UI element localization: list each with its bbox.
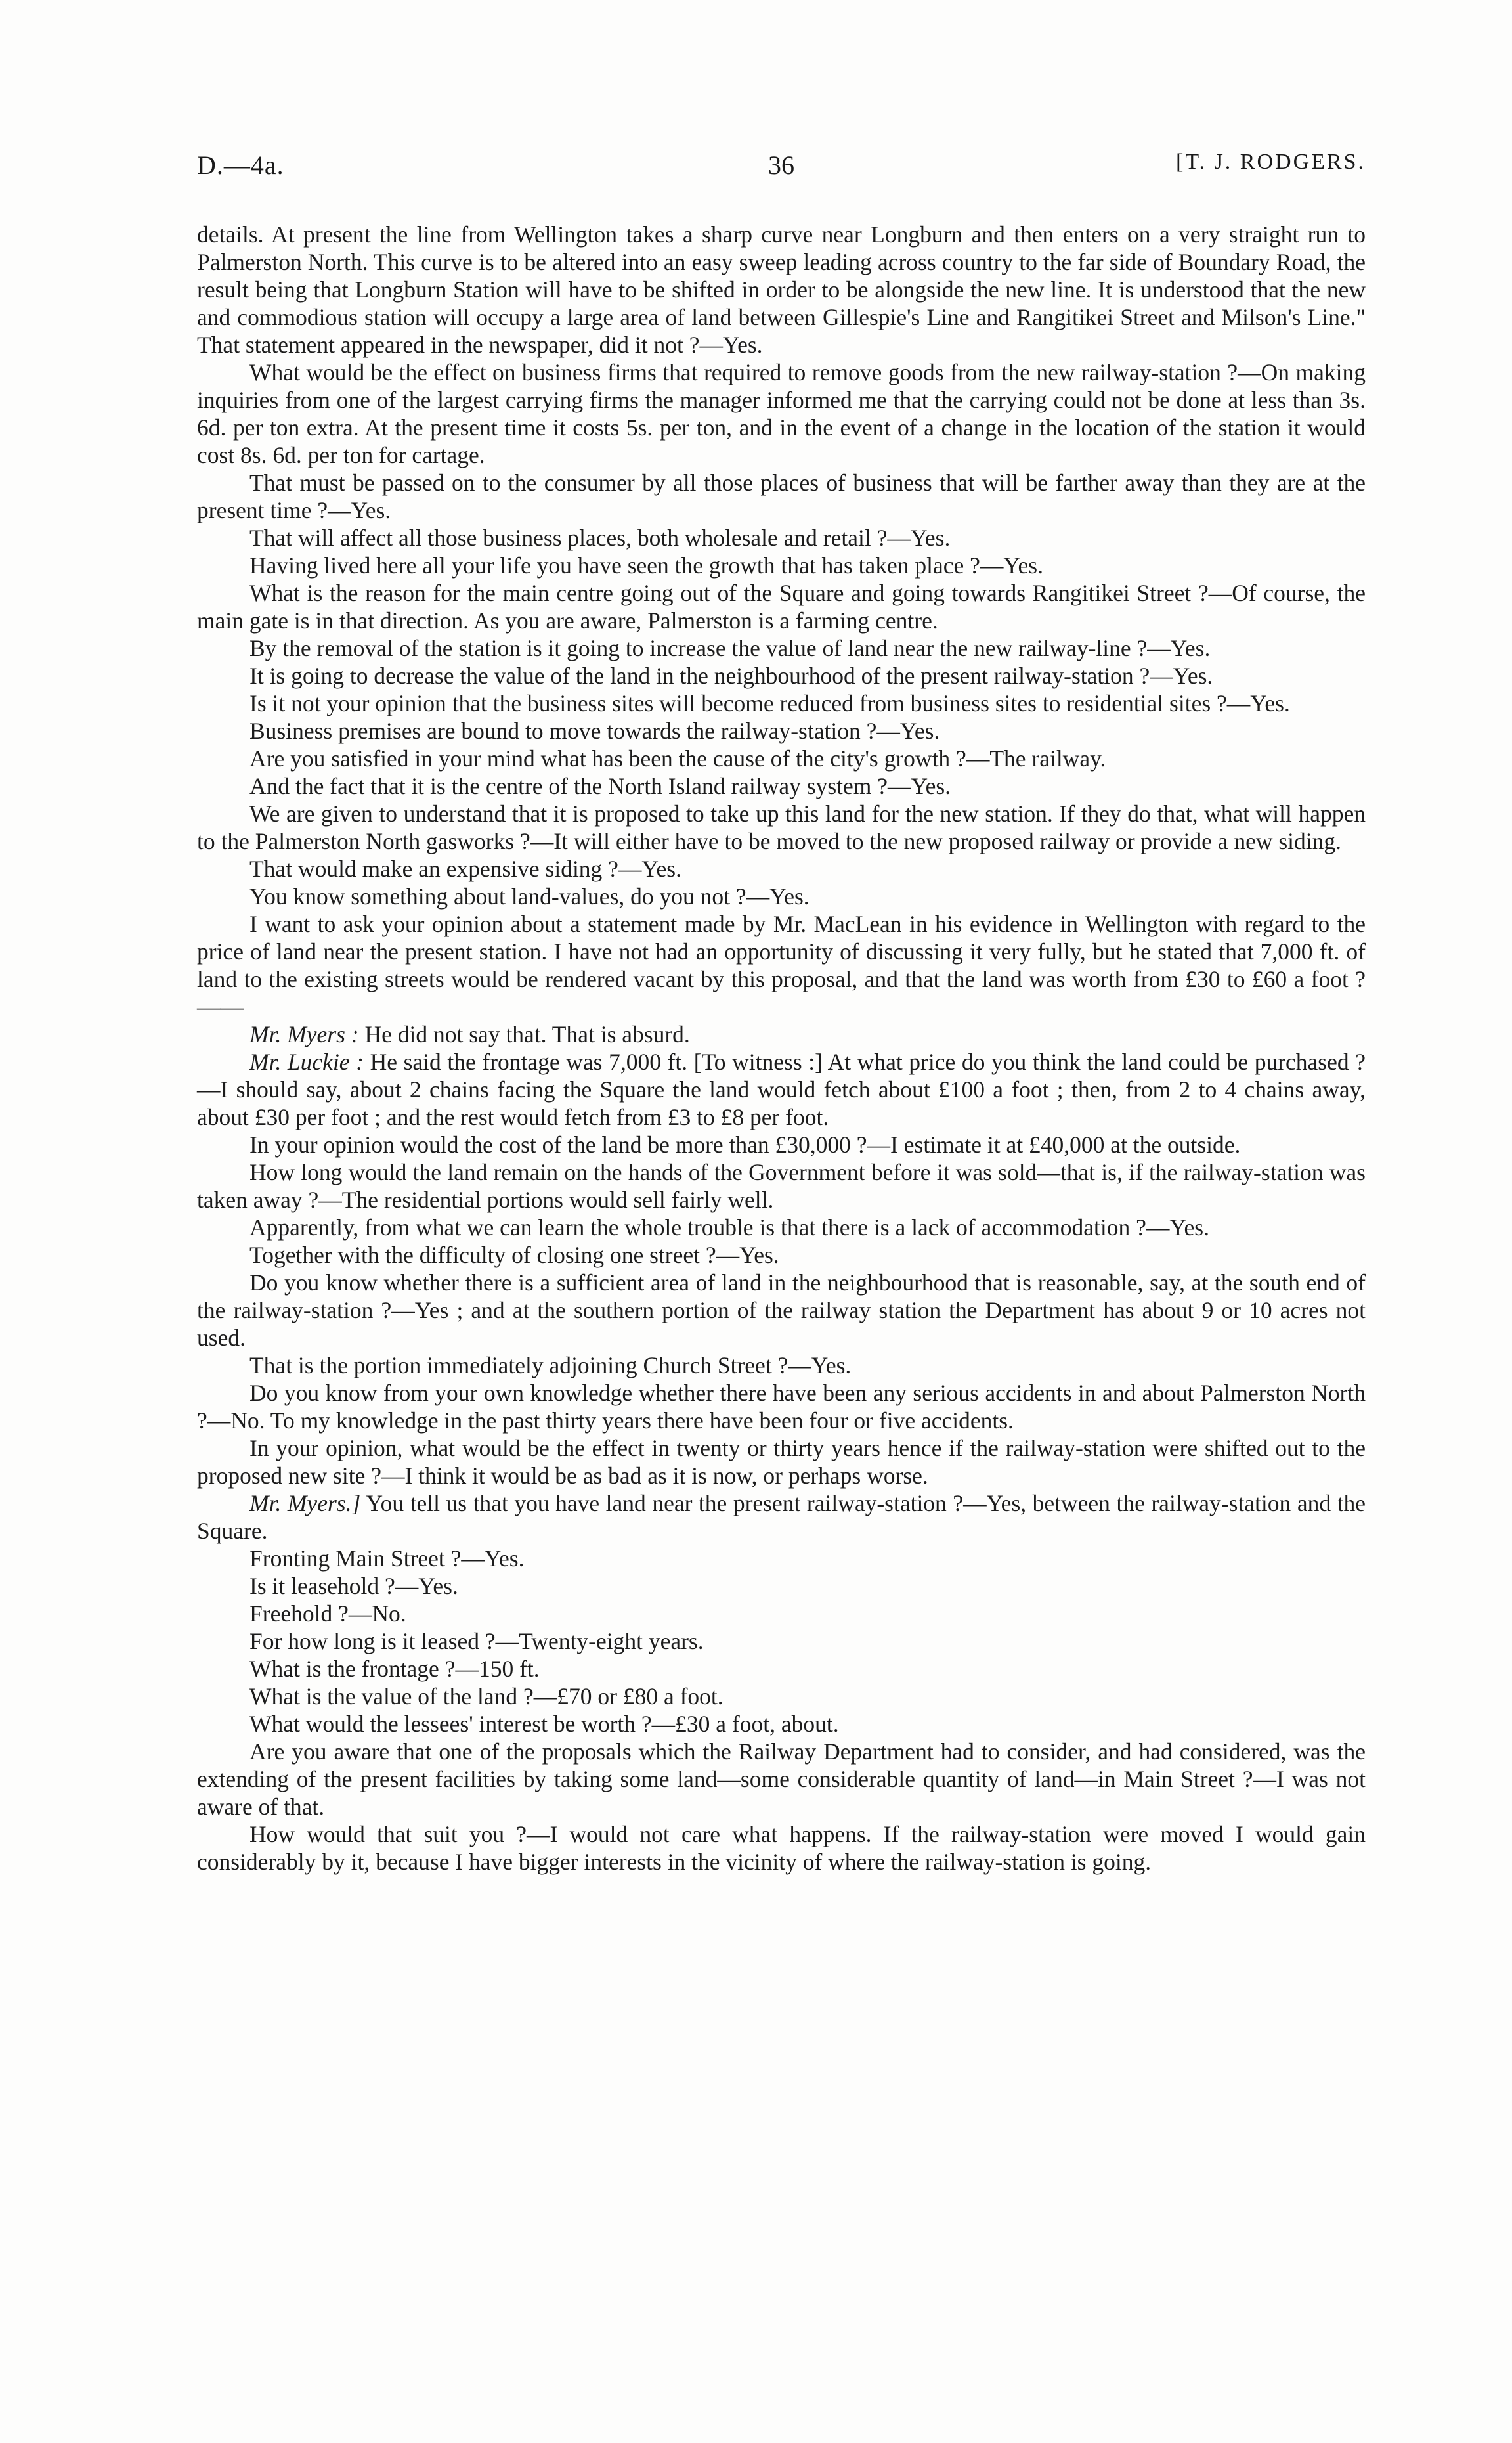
paragraph: Having lived here all your life you have seen the growth that has taken place ?—Yes. [249,552,1043,579]
paragraph: That would make an expensive siding ?—Yes. [249,856,681,882]
paragraph: What would the lessees' interest be worth ?—£30 a foot, about. [249,1711,839,1737]
paragraph: Business premises are bound to move towards the railway-station ?—Yes. [249,718,940,744]
paragraph: Mr. Myers : He did not say that. That is absurd. [249,1021,690,1047]
paragraph: That will affect all those business places, both wholesale and retail ?—Yes. [249,525,951,551]
paragraph: Freehold ?—No. [249,1600,406,1627]
paragraph: That must be passed on to the consumer by all those places of business that will be farther away than they are at the present time ?—Yes. [197,470,1366,523]
paragraph: What would be the effect on business firms that required to remove goods from the new railway-station ?—On making inquiries from one of the largest carrying firms the manager informed me that the carrying could not be done at less than 3s. 6d. per ton extra. At the present time it costs 5s. per ton, and in the event of a change in the location of the station it would cost 8s. 6d. per ton for cartage. [197,359,1366,468]
paragraph: Are you aware that one of the proposals which the Railway Department had to consider, and had considered, was the extending of the present facilities by taking some land—some considerable quantity of land—in Main Street ?—I was not aware of that. [197,1738,1366,1820]
paragraph: What is the reason for the main centre going out of the Square and going towards Rangitikei Street ?—Of course, the main gate is in that direction. As you are aware, Palmerston is a farming centre. [197,580,1366,634]
document-reference: D.—4a. [197,150,284,180]
paragraph: How would that suit you ?—I would not care what happens. If the railway-station were moved I would gain considerably by it, because I have bigger interests in the vicinity of where the railway-station is going. [197,1821,1366,1875]
paragraph: We are given to understand that it is proposed to take up this land for the new station. If they do that, what will happen to the Palmerston North gasworks ?—It will either have to be moved to the new proposed railway or provide a new siding. [197,801,1366,854]
speaker-name: Mr. Luckie : [249,1049,364,1075]
paragraph: You know something about land-values, do you not ?—Yes. [249,883,810,910]
speaker-name: Mr. Myers : [249,1021,359,1047]
paragraph: Together with the difficulty of closing one street ?—Yes. [249,1242,779,1268]
paragraph: For how long is it leased ?—Twenty-eight years. [249,1628,704,1654]
paragraph: What is the frontage ?—150 ft. [249,1656,540,1682]
paragraph: And the fact that it is the centre of the North Island railway system ?—Yes. [249,773,951,799]
paragraph: By the removal of the station is it going to increase the value of land near the new railway-line ?—Yes. [249,635,1211,661]
paragraph: Do you know from your own knowledge whether there have been any serious accidents in and about Palmerston North ?—No. To my knowledge in the past thirty years there have been four or five accidents. [197,1380,1366,1434]
paragraph: Is it not your opinion that the business sites will become reduced from business sites to residential sites ?—Yes. [249,690,1290,716]
paragraph: Mr. Luckie : He said the frontage was 7,000 ft. [To witness :] At what price do you think the land could be purchased ?—I should say, about 2 chains facing the Square the land would fetch about £100 a foot ; then, from 2 to 4 chains away, about £30 per foot ; and the rest would fetch from £3 to £8 per foot. [197,1049,1366,1130]
paragraph: I want to ask your opinion about a statement made by Mr. MacLean in his evidence in Wellington with regard to the price of land near the present station. I have not had an opportunity of discussing it very fully, but he stated that 7,000 ft. of land to the existing streets would be rendered vacant by this proposal, and that the land was worth from £30 to £60 a foot ?—— [197,911,1366,1020]
paragraph: Mr. Myers.] You tell us that you have land near the present railway-station ?—Yes, between the railway-station and the Square. [197,1490,1366,1544]
paragraph: Fronting Main Street ?—Yes. [249,1545,525,1572]
paragraph: It is going to decrease the value of the land in the neighbourhood of the present railway-station ?—Yes. [249,663,1213,689]
witness-name: [T. J. RODGERS. [1176,150,1366,174]
document-body [197,221,1366,1876]
paragraph: How long would the land remain on the hands of the Government before it was sold—that is, if the railway-station was taken away ?—The residential portions would sell fairly well. [197,1159,1366,1213]
paragraph: In your opinion would the cost of the land be more than £30,000 ?—I estimate it at £40,000 at the outside. [249,1132,1241,1158]
paragraph: What is the value of the land ?—£70 or £80 a foot. [249,1683,724,1709]
speaker-name: Mr. Myers.] [249,1490,361,1516]
paragraph: Are you satisfied in your mind what has been the cause of the city's growth ?—The railway. [249,745,1106,772]
paragraph: In your opinion, what would be the effect in twenty or thirty years hence if the railway-station were shifted out to the proposed new site ?—I think it would be as bad as it is now, or perhaps worse. [197,1435,1366,1489]
paragraph: Is it leasehold ?—Yes. [249,1573,458,1599]
page-number: 36 [768,150,794,180]
paragraph: details. At present the line from Wellington takes a sharp curve near Longburn and then enters on a very straight run to Palmerston North. This curve is to be altered into an easy sweep leading across country to the far side of Boundary Road, the result being that Longburn Station will have to be shifted in order to be alongside the new line. It is understood that the new and commodious station will occupy a large area of land between Gillespie's Line and Rangitikei Street and Milson's Line." That statement appeared in the newspaper, did it not ?—Yes. [197,221,1366,358]
paragraph: Do you know whether there is a sufficient area of land in the neighbourhood that is reasonable, say, at the south end of the railway-station ?—Yes ; and at the southern portion of the railway station the Department has about 9 or 10 acres not used. [197,1269,1366,1351]
page-header [197,150,1366,189]
paragraph: That is the portion immediately adjoining Church Street ?—Yes. [249,1352,852,1378]
paragraph: Apparently, from what we can learn the whole trouble is that there is a lack of accommodation ?—Yes. [249,1214,1209,1241]
